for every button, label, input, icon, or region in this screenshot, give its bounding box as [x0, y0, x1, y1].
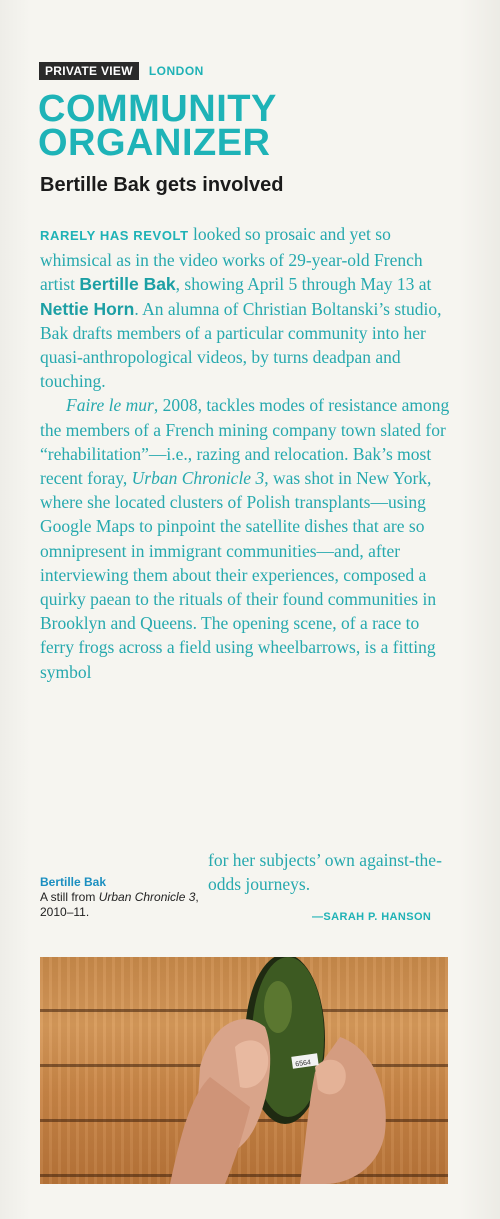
kicker: [39, 62, 204, 80]
caption-text-2: , 2010–11.: [40, 890, 199, 919]
paragraph-2-text-1: , 2008, tackles modes of resistance among the members of a French mining company town slated for “rehabilitation”—i.e., razing and relocation. Bak’s most recent foray,: [40, 395, 450, 489]
work-title-1: Faire le mur: [66, 395, 154, 416]
video-still-photo: [40, 957, 448, 1184]
gallery-name: Nettie Horn: [40, 298, 135, 319]
photo-illustration: [40, 957, 448, 1184]
artist-name: Bertille Bak: [79, 274, 176, 295]
work-title-2: Urban Chronicle 3: [131, 468, 265, 489]
paragraph-2: [40, 393, 452, 683]
headline-line-1: COMMUNITY: [38, 88, 277, 130]
caption-title: Bertille Bak: [40, 875, 107, 889]
byline: —SARAH P. HANSON: [312, 911, 432, 923]
frog-tag-number: 6564: [294, 1059, 312, 1069]
dek: Bertille Bak gets involved: [40, 174, 284, 196]
headline-line-2: ORGANIZER: [38, 122, 271, 164]
article-body: [40, 222, 452, 684]
lead-in: RARELY HAS REVOLT: [40, 228, 189, 243]
caption-text-1: A still from: [40, 890, 99, 904]
paragraph-1: [40, 222, 452, 393]
paragraph-2-text-2: , was shot in New York, where she located clusters of Polish transplants—using Google Maps to pinpoint the satellite dishes that are so omnipresent in immigrant communities—and, after interviewing them about their experiences, composed a quirky paean to the rituals of their found communities in Brooklyn and Queens. The opening scene, of a race to ferry frogs across a field using wheelbarrows, is a fitting symbol: [40, 468, 437, 682]
section-badge: PRIVATE VIEW: [39, 62, 139, 80]
headline: [38, 88, 478, 164]
photo-caption: [40, 875, 210, 920]
paragraph-1-text-3: . An alumna of Christian Boltanski’s studio, Bak drafts members of a particular community into her quasi-anthropological videos, by turns deadpan and touching.: [40, 298, 442, 392]
paragraph-1-text-2: , showing April 5 through May 13 at: [175, 274, 432, 295]
paragraph-1-text-1: looked so prosaic and yet so whimsical as in the video works of 29-year-old French artist: [40, 224, 423, 295]
article-body-tail: for her subjects’ own against-the-odds journeys.: [208, 850, 442, 895]
location-label: LONDON: [148, 64, 204, 78]
caption-work-title: Urban Chronicle 3: [98, 890, 196, 904]
